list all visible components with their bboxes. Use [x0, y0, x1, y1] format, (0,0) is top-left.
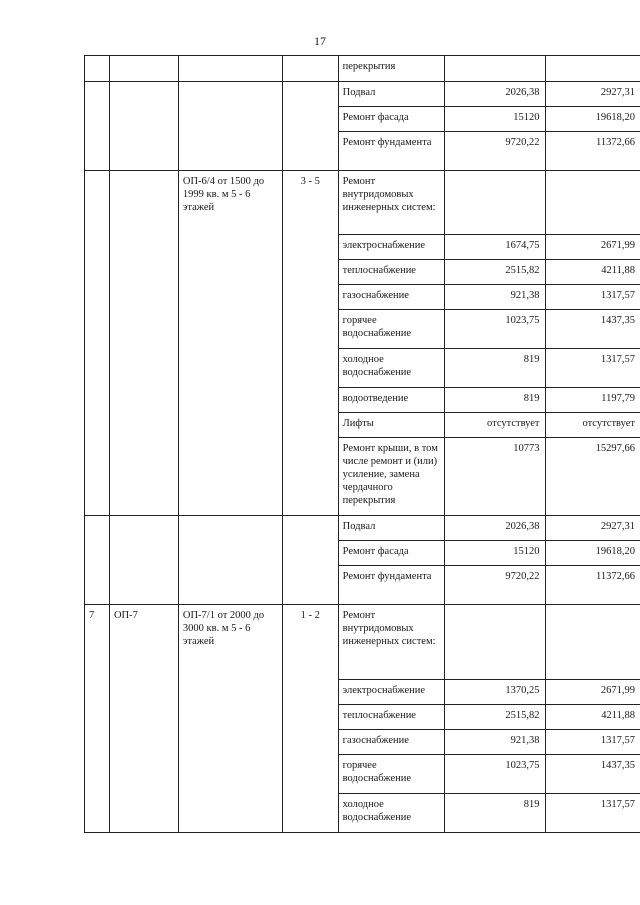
- max-cost-value-cell: 1317,57: [545, 794, 640, 833]
- table-row: [85, 171, 640, 235]
- cost-value-cell: 10773: [444, 438, 545, 516]
- max-cost-value-cell: 19618,20: [545, 107, 640, 132]
- object-type-cell: ОП-6/4 от 1500 до 1999 кв. м 5 - 6 этажей: [178, 171, 282, 516]
- cost-value-cell: 1370,25: [444, 680, 545, 705]
- table-row: [85, 82, 640, 107]
- object-code-cell: [109, 516, 178, 605]
- work-type-cell: перекрытия: [338, 56, 444, 82]
- max-cost-value-cell: 1317,57: [545, 349, 640, 388]
- cost-value-cell: 1023,75: [444, 310, 545, 349]
- object-type-cell: [178, 82, 282, 171]
- work-type-cell: холодное водоснабжение: [338, 794, 444, 833]
- work-type-cell: Ремонт фасада: [338, 541, 444, 566]
- page-number: 17: [314, 34, 326, 48]
- floor-count-cell: [282, 82, 338, 171]
- row-number-cell: [85, 516, 110, 605]
- cost-table: [84, 55, 640, 833]
- cost-value-cell: 2515,82: [444, 260, 545, 285]
- cost-value-cell: 2026,38: [444, 516, 545, 541]
- object-code-cell: [109, 82, 178, 171]
- max-cost-value-cell: 4211,88: [545, 260, 640, 285]
- row-number-cell: [85, 56, 110, 82]
- max-cost-value-cell: 2927,31: [545, 516, 640, 541]
- cost-value-cell: 921,38: [444, 285, 545, 310]
- max-cost-value-cell: 19618,20: [545, 541, 640, 566]
- work-type-cell: теплоснабжение: [338, 705, 444, 730]
- work-type-cell: Ремонт внутридомовых инженерных систем:: [338, 171, 444, 235]
- work-type-cell: холодное водоснабжение: [338, 349, 444, 388]
- object-type-cell: ОП-7/1 от 2000 до 3000 кв. м 5 - 6 этажей: [178, 605, 282, 833]
- max-cost-value-cell: 2927,31: [545, 82, 640, 107]
- work-type-cell: водоотведение: [338, 388, 444, 413]
- cost-value-cell: 9720,22: [444, 132, 545, 171]
- cost-value-cell: 1023,75: [444, 755, 545, 794]
- max-cost-value-cell: [545, 56, 640, 82]
- work-type-cell: Подвал: [338, 82, 444, 107]
- cost-value-cell: 921,38: [444, 730, 545, 755]
- cost-value-cell: 2026,38: [444, 82, 545, 107]
- work-type-cell: Ремонт фундамента: [338, 566, 444, 605]
- max-cost-value-cell: 1317,57: [545, 285, 640, 310]
- cost-value-cell: 819: [444, 388, 545, 413]
- max-cost-value-cell: 1437,35: [545, 310, 640, 349]
- cost-value-cell: отсутствует: [444, 413, 545, 438]
- cost-value-cell: [444, 171, 545, 235]
- object-code-cell: [109, 56, 178, 82]
- row-number-cell: [85, 171, 110, 516]
- work-type-cell: электроснабжение: [338, 235, 444, 260]
- max-cost-value-cell: 2671,99: [545, 680, 640, 705]
- work-type-cell: Ремонт фасада: [338, 107, 444, 132]
- work-type-cell: горячее водоснабжение: [338, 310, 444, 349]
- floor-count-cell: 1 - 2: [282, 605, 338, 833]
- floor-count-cell: 3 - 5: [282, 171, 338, 516]
- max-cost-value-cell: 1317,57: [545, 730, 640, 755]
- max-cost-value-cell: 11372,66: [545, 566, 640, 605]
- row-number-cell: [85, 82, 110, 171]
- cost-value-cell: 9720,22: [444, 566, 545, 605]
- table-row: [85, 605, 640, 680]
- cost-value-cell: 1674,75: [444, 235, 545, 260]
- max-cost-value-cell: 15297,66: [545, 438, 640, 516]
- max-cost-value-cell: 11372,66: [545, 132, 640, 171]
- work-type-cell: Ремонт фундамента: [338, 132, 444, 171]
- table-row: [85, 56, 640, 82]
- max-cost-value-cell: [545, 171, 640, 235]
- cost-value-cell: [444, 605, 545, 680]
- work-type-cell: горячее водоснабжение: [338, 755, 444, 794]
- cost-value-cell: 819: [444, 794, 545, 833]
- work-type-cell: газоснабжение: [338, 285, 444, 310]
- max-cost-value-cell: 4211,88: [545, 705, 640, 730]
- work-type-cell: теплоснабжение: [338, 260, 444, 285]
- floor-count-cell: [282, 516, 338, 605]
- cost-value-cell: 2515,82: [444, 705, 545, 730]
- max-cost-value-cell: 1437,35: [545, 755, 640, 794]
- cost-value-cell: 15120: [444, 107, 545, 132]
- object-type-cell: [178, 516, 282, 605]
- work-type-cell: Подвал: [338, 516, 444, 541]
- cost-value-cell: 15120: [444, 541, 545, 566]
- max-cost-value-cell: 2671,99: [545, 235, 640, 260]
- object-code-cell: ОП-7: [109, 605, 178, 833]
- work-type-cell: Ремонт крыши, в том числе ремонт и (или) усиление, замена чердачного перекрытия: [338, 438, 444, 516]
- max-cost-value-cell: 1197,79: [545, 388, 640, 413]
- object-code-cell: [109, 171, 178, 516]
- cost-value-cell: [444, 56, 545, 82]
- work-type-cell: газоснабжение: [338, 730, 444, 755]
- max-cost-value-cell: отсутствует: [545, 413, 640, 438]
- floor-count-cell: [282, 56, 338, 82]
- table-row: [85, 516, 640, 541]
- work-type-cell: Лифты: [338, 413, 444, 438]
- max-cost-value-cell: [545, 605, 640, 680]
- table-body: [85, 56, 640, 833]
- work-type-cell: Ремонт внутридомовых инженерных систем:: [338, 605, 444, 680]
- row-number-cell: 7: [85, 605, 110, 833]
- object-type-cell: [178, 56, 282, 82]
- cost-value-cell: 819: [444, 349, 545, 388]
- work-type-cell: электроснабжение: [338, 680, 444, 705]
